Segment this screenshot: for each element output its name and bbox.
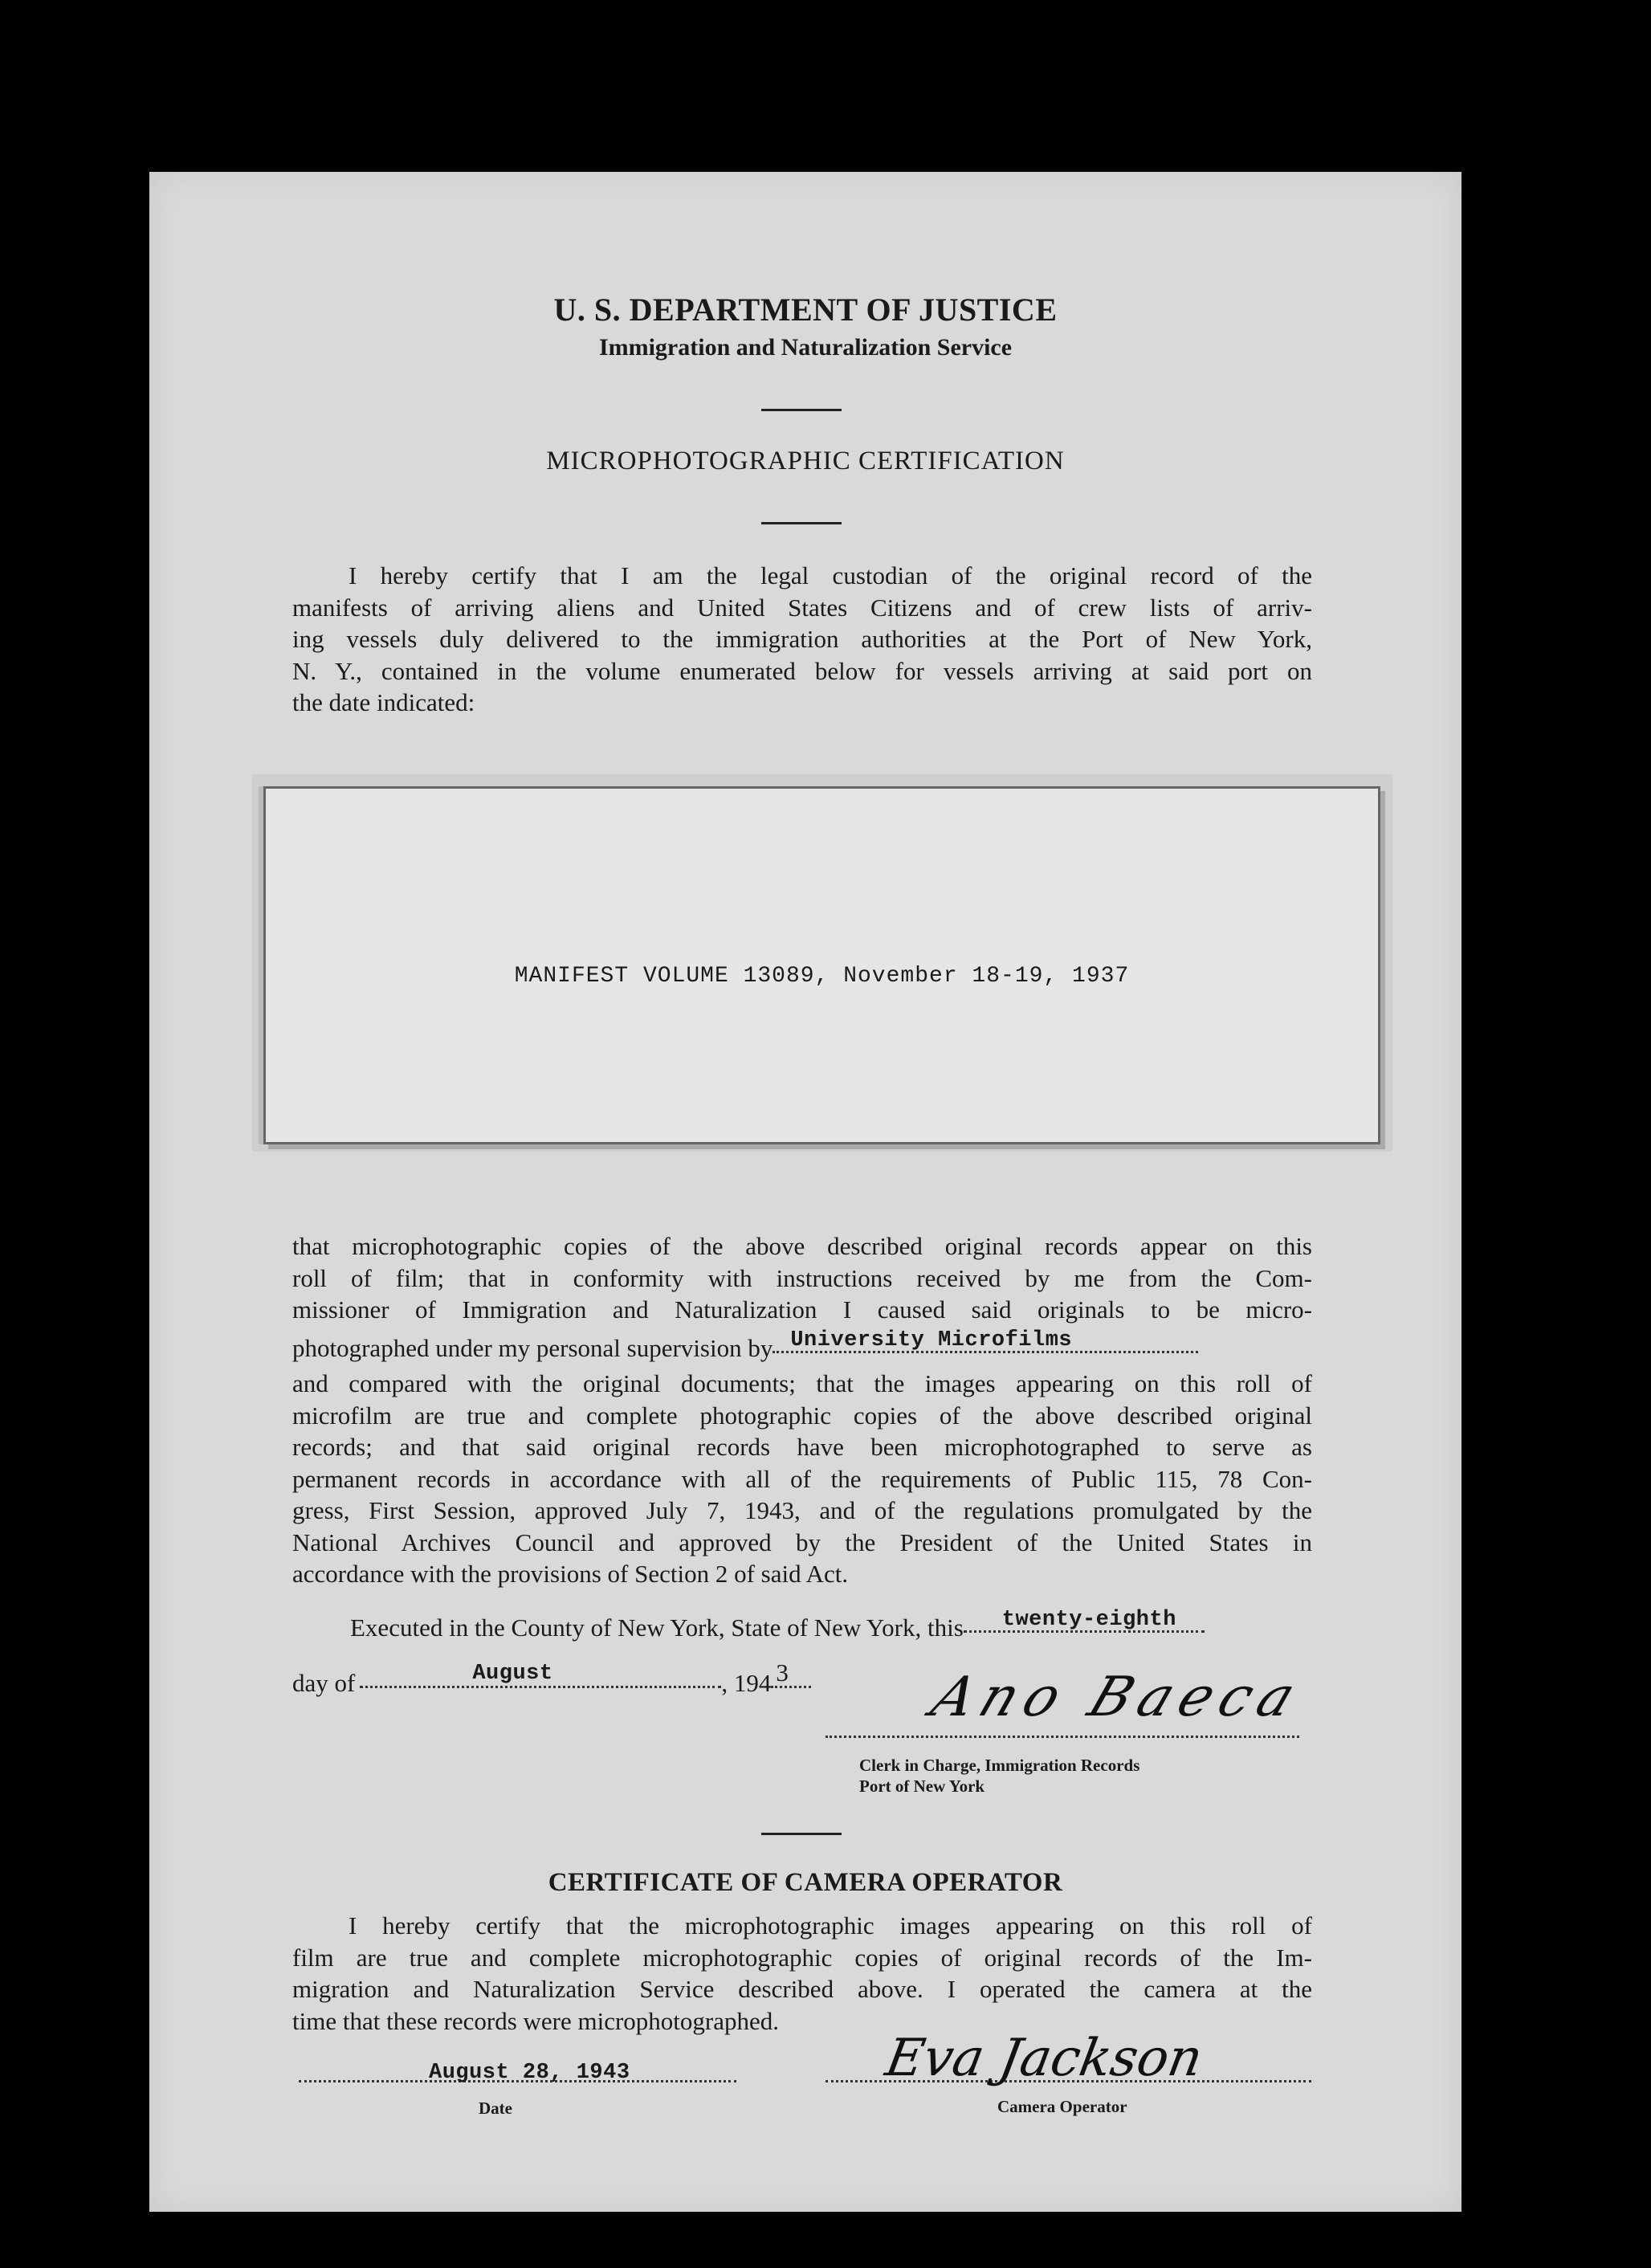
year-blank [771,1658,811,1688]
body-line: National Archives Council and approved by the President of the United States in [292,1528,1312,1556]
body-line: microfilm are true and complete photographic copies of the above described original [292,1401,1312,1430]
body-line: accordance with the provisions of Section 2 of said Act. [292,1560,849,1588]
divider-middle [761,522,842,524]
supervision-value: University Microfilms [790,1328,1073,1352]
body-line: gress, First Session, approved July 7, 1943, and of the regulations promulgated by the [292,1496,1312,1524]
day-blank [964,1608,1205,1633]
certificate-sheet [149,172,1461,2212]
body-line: that microphotographic copies of the above described original records appear on this [292,1232,1312,1260]
year-value: 3 [776,1658,789,1687]
intro-line: N. Y., contained in the volume enumerated below for vessels arriving at said port on [292,656,1312,685]
certification-body [292,1230,1312,1326]
certification-title: MICROPHOTOGRAPHIC CERTIFICATION [546,447,1065,475]
manifest-card [263,786,1380,1144]
month-value: August [472,1662,553,1686]
intro-line: the date indicated: [292,688,475,716]
clerk-signature: Ano Baeca [923,1666,1312,1729]
intro-line: I hereby certify that I am the legal custodian of the original record of the [349,561,1312,589]
intro-line: ing vessels duly delivered to the immigration authorities at the Port of New York, [292,625,1312,653]
camera-paragraph [292,1910,1312,2037]
body-line: missioner of Immigration and Naturalization I caused said originals to be micro- [292,1295,1312,1324]
intro-line: manifests of arriving aliens and United States Citizens and of crew lists of arriv- [292,593,1312,622]
department-title: U. S. DEPARTMENT OF JUSTICE [553,292,1058,328]
day-of-label: day of [292,1669,356,1697]
year-prefix: , 194 [721,1669,772,1697]
camera-line: migration and Naturalization Service described above. I operated the camera at the [292,1975,1312,2003]
service-subtitle: Immigration and Naturalization Service [598,334,1013,361]
body-line: records; and that said original records have been microphotographed to serve as [292,1433,1312,1461]
divider-bottom [761,1833,842,1835]
supervision-prefix: photographed under my personal supervision by [292,1334,773,1362]
clerk-title-line1: Clerk in Charge, Immigration Records [859,1756,1140,1775]
certification-body-continued [292,1368,1312,1590]
camera-line: time that these records were microphotographed. [292,2006,779,2035]
divider-top [761,409,842,411]
clerk-title [859,1755,1139,1797]
camera-date-value: August 28, 1943 [429,2061,630,2085]
supervision-line [292,1328,1312,1363]
executed-line [350,1608,1205,1642]
operator-signature: Eva Jackson [881,2029,1207,2088]
month-blank [360,1662,721,1688]
date-line [292,1658,811,1698]
supervision-blank [773,1328,1198,1353]
body-line: and compared with the original documents; that the images appearing on this roll of [292,1369,1312,1397]
intro-paragraph [292,560,1312,719]
body-line: roll of film; that in conformity with instructions received by me from the Com- [292,1263,1312,1292]
day-value: twenty-eighth [1001,1608,1176,1632]
manifest-label: MANIFEST VOLUME 13089, November 18-19, 1937 [514,964,1130,989]
executed-prefix: Executed in the County of New York, State of New York, this [350,1613,964,1642]
camera-date-label: Date [479,2099,512,2118]
camera-operator-label: Camera Operator [997,2097,1127,2116]
clerk-title-line2: Port of New York [859,1776,985,1796]
camera-line: film are true and complete microphotographic copies of original records of the Im- [292,1943,1312,1972]
body-line: permanent records in accordance with all of the requirements of Public 115, 78 Con- [292,1464,1312,1493]
camera-title: CERTIFICATE OF CAMERA OPERATOR [548,1868,1063,1897]
camera-line: I hereby certify that the microphotographic images appearing on this roll of [349,1911,1312,1940]
